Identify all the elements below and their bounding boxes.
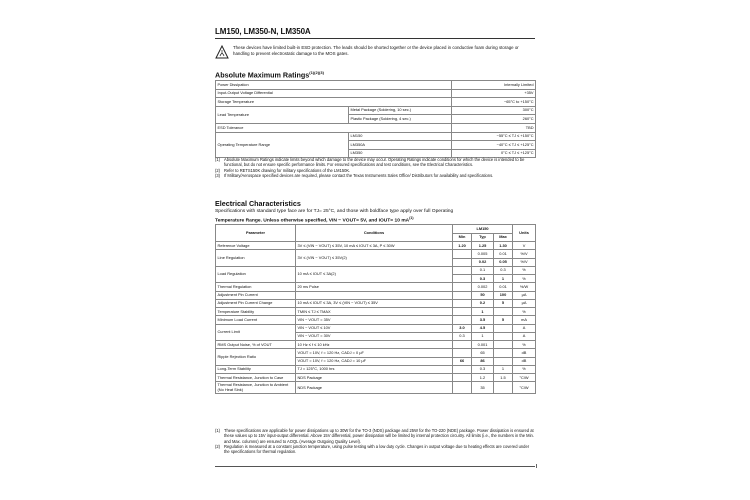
ec-units: dB [513,357,536,365]
ec-max [494,332,513,340]
header-rule [215,38,535,39]
amr-value: −65°C to +150°C [452,98,536,107]
ec-condition [296,291,453,299]
amr-value: Internally Limited [452,81,536,90]
ec-max: 1 [494,365,513,373]
ec-max [494,357,513,365]
ec-min [453,275,472,283]
ec-condition: 3V ≤ (VIN − VOUT) ≤ 35V(2) [296,250,453,267]
ec-condition: VIN − VOUT ≤ 10V [296,324,453,332]
ec-units: mA [513,316,536,324]
ec-param: Thermal Regulation [216,283,296,291]
amr-value: TBD [452,123,536,132]
ec-condition: 10 mA ≤ IOUT ≤ 3A, 3V ≤ (VIN − VOUT) ≤ 35V [296,299,453,307]
ec-max: 0.3 [494,266,513,274]
note-text: Regulation is measured at a constant junction temperature, using pulse testing with a low duty cycle. Changes in output voltage due to heating effects are covered under the specifications for thermal regulation. [224,443,530,455]
amr-note [215,173,535,178]
ec-min [453,266,472,274]
col-conditions: Conditions [296,225,453,242]
ec-min [453,258,472,266]
amr-condition: Metal Package (Soldering, 10 sec.) [349,106,452,115]
ec-units: % [513,341,536,349]
ec-param: Adjustment Pin Current [216,291,296,299]
ec-param: Adjustment Pin Current Change [216,299,296,307]
ec-row [216,365,536,373]
ec-typ: 35 [472,382,494,394]
ec-intro [215,209,535,225]
ec-typ: 0.2 [472,299,494,307]
ec-typ: 1.2 [472,374,494,382]
ec-min: 66 [453,357,472,365]
ec-typ: 1.25 [472,242,494,250]
amr-row [216,123,536,132]
amr-param: Storage Temperature [216,98,452,107]
ec-notes [215,428,535,454]
ec-units: % [513,365,536,373]
amr-value: 0°C ≤ TJ ≤ +125°C [452,149,536,158]
ec-param: Line Regulation [216,250,296,267]
ec-min: 3.0 [453,324,472,332]
amr-param: Operating Temperature Range [216,132,349,158]
ec-intro-line-1: Specifications with standard type face are for TJ= 25°C, and those with boldface type apply over full Operating [215,209,454,214]
ec-condition: 10 Hz ≤ f ≤ 10 kHz [296,341,453,349]
amr-condition: Plastic Package (Soldering, 4 sec.) [349,115,452,124]
footer-rule [215,466,535,467]
ec-max: 1 [494,275,513,283]
ec-row [216,308,536,316]
page-header-title: LM150, LM350-N, LM350A [215,27,311,36]
ec-condition: NDS Package [296,374,453,382]
ec-typ: 0.001 [472,341,494,349]
amr-notes [215,157,535,178]
ec-max: 0.01 [494,250,513,258]
ec-typ: 0.002 [472,283,494,291]
ec-condition: VOUT = 10V, f = 120 Hz, CADJ = 10 μF [296,357,453,365]
ec-typ: 65 [472,349,494,357]
amr-row [216,81,536,90]
ec-max [494,382,513,394]
col-units: Units [513,225,536,242]
ec-note [215,428,535,444]
ec-units: dB [513,349,536,357]
ec-param: Ripple Rejection Ratio [216,349,296,366]
col-group-lm150: LM150 [453,225,513,234]
ec-units: °C/W [513,382,536,394]
ec-condition: VIN − VOUT = 30V [296,332,453,340]
ec-typ: 0.3 [472,275,494,283]
ec-condition: 10 mA ≤ IOUT ≤ 3A(2) [296,266,453,283]
ec-min: 1.20 [453,242,472,250]
ec-title: Electrical Characteristics [215,199,301,208]
ec-min [453,299,472,307]
note-text: Absolute Maximum Ratings indicate limits beyond which damage to the device may occur. Operating Ratings indicate conditions for which the device is intended to be functional, but do not ensure specific performance limits. For ensured specifications and test conditions, see the Electrical Characteristics. [224,157,525,168]
note-number: (1) [215,157,221,162]
ec-units: %/V [513,258,536,266]
datasheet-page [215,0,535,500]
ec-row [216,382,536,394]
ec-min [453,283,472,291]
ec-param: Current Limit [216,324,296,341]
ec-condition: TJ = 125°C, 1000 hrs [296,365,453,373]
amr-condition: LM350 [349,149,452,158]
col-min: Min [453,233,472,242]
ec-intro-line-2: Temperature Range. Unless otherwise specified, VIN − VOUT= 5V, and IOUT= 10 $mA^{(1)}$ [215,216,414,224]
ec-typ: 0.1 [472,266,494,274]
note-text: These specifications are applicable for power dissipations up to 30W for the TO-3 (NDS) package and 25W for the TO-220 (NDE) package. Power dissipation is ensured at these values up to 15V input-output differential. Above 15V differential, power dissipation will be limited by internal protection circuitry. All limits (i.e., the numbers in the Min. and Max. columns) are ensured to AOQL (Average Outgoing Quality Level). [224,428,534,444]
ec-condition: VIN − VOUT = 35V [296,316,453,324]
esd-notice: These devices have limited built-in ESD protection. The leads should be shorted together or the device placed in conductive foam during storage or handling to prevent electrostatic damage to the MOS gates. [233,45,519,56]
ec-units: μA [513,291,536,299]
ec-max: 100 [494,291,513,299]
ec-min [453,374,472,382]
ec-table [215,224,536,394]
ec-units: A [513,324,536,332]
ec-min: 0.3 [453,332,472,340]
amr-param: Power Dissipation [216,81,452,90]
amr-title: Absolute Maximum Ratings$^{(1)(2)(3)}$ [215,70,324,80]
ec-min [453,365,472,373]
amr-condition: LM350A [349,141,452,150]
ec-param: Minimum Load Current [216,316,296,324]
ec-param: Load Regulation [216,266,296,283]
ec-units: μA [513,299,536,307]
ec-typ: 0.3 [472,365,494,373]
ec-units: % [513,275,536,283]
ec-typ: 0.02 [472,258,494,266]
note-text: Refer to RETS150K drawing for military specifications of the LM150K. [224,167,351,173]
ec-min [453,250,472,258]
ec-row [216,291,536,299]
amr-note [215,157,535,168]
amr-value: −40°C ≤ TJ ≤ +125°C [452,141,536,150]
ec-param: RMS Output Noise, % of VOUT [216,341,296,349]
ec-max: 0.01 [494,283,513,291]
ec-max: 1.30 [494,242,513,250]
col-typ: Typ [472,233,494,242]
ec-units: % [513,308,536,316]
ec-max [494,341,513,349]
ec-max: 0.05 [494,258,513,266]
margin-tick [536,464,537,468]
ec-units: A [513,332,536,340]
ec-row [216,324,536,332]
ec-note [215,444,535,455]
ec-row [216,242,536,250]
note-number: (2) [215,167,221,173]
ec-condition: NDS Package [296,382,453,394]
ec-min [453,291,472,299]
ec-param: Reference Voltage [216,242,296,250]
ec-min [453,341,472,349]
amr-table [215,80,536,158]
amr-condition: LM150 [349,132,452,141]
ec-row [216,374,536,382]
ec-units: %/V [513,250,536,258]
ec-min [453,316,472,324]
ec-units: % [513,266,536,274]
amr-param: Lead Temperature [216,106,349,123]
ec-param: Temperature Stability [216,308,296,316]
amr-row [216,106,536,115]
note-number: (3) [215,172,221,178]
ec-units: V [513,242,536,250]
amr-value: 300°C [452,106,536,115]
ec-max: 1.5 [494,374,513,382]
amr-param: Input-Output Voltage Differential [216,89,452,98]
ec-row [216,283,536,291]
amr-value: 260°C [452,115,536,124]
ec-condition: 20 ms Pulse [296,283,453,291]
ec-typ: 50 [472,291,494,299]
ec-max [494,308,513,316]
ec-row [216,349,536,357]
ec-condition: TMIN ≤ TJ ≤ TMAX [296,308,453,316]
note-number: (2) [215,443,221,449]
ec-units: °C/W [513,374,536,382]
ec-typ: 1 [472,308,494,316]
ec-condition: VOUT = 10V, f = 120 Hz, CADJ = 0 μF [296,349,453,357]
ec-min [453,349,472,357]
amr-row [216,89,536,98]
ec-condition: 3V ≤ (VIN − VOUT) ≤ 35V, 10 mA ≤ IOUT ≤ 3A, P ≤ 30W [296,242,453,250]
amr-param: ESD Tolerance [216,123,452,132]
col-max: Max [494,233,513,242]
col-parameter: Parameter [216,225,296,242]
ec-min [453,308,472,316]
ec-typ: 3.5 [472,316,494,324]
ec-units: %/W [513,283,536,291]
ec-param: Long-Term Stability [216,365,296,373]
amr-value: −55°C ≤ TJ ≤ +150°C [452,132,536,141]
ec-typ: 0.005 [472,250,494,258]
ec-typ: 4.5 [472,324,494,332]
ec-max: 5 [494,316,513,324]
ec-row [216,266,536,274]
esd-warning-icon [215,45,229,59]
amr-row [216,98,536,107]
ec-row [216,341,536,349]
note-text: If Military/Aerospace specified devices are required, please contact the Texas Instruments Sales Office/ Distributors for availability and specifications. [224,172,494,178]
amr-row [216,132,536,141]
ec-max [494,349,513,357]
ec-typ: 86 [472,357,494,365]
note-number: (1) [215,428,221,433]
ec-param: Thermal Resistance, Junction to Ambient (No Heat Sink) [216,382,296,394]
ec-param: Thermal Resistance, Junction to Case [216,374,296,382]
ec-row [216,316,536,324]
ec-row [216,250,536,258]
ec-max: 5 [494,299,513,307]
ec-typ: 1 [472,332,494,340]
ec-max [494,324,513,332]
ec-min [453,382,472,394]
ec-row [216,299,536,307]
amr-value: +35V [452,89,536,98]
